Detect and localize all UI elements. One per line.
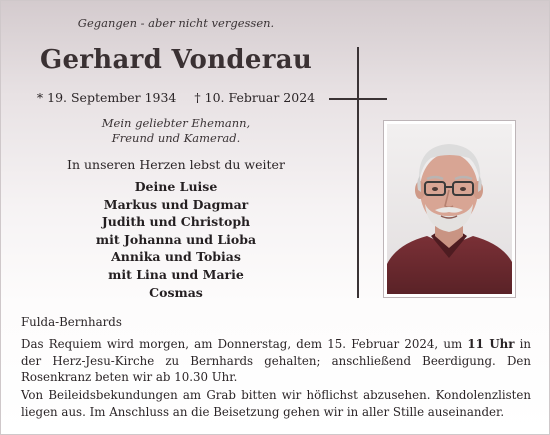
requiem-text-end: in der Herz-Jesu-Kirche zu Bernhards gehalten; anschließend Beerdigung. Den Rosenkranz beten wir ab 10.30 Uhr.	[21, 337, 531, 384]
cross-horizontal	[329, 98, 387, 100]
motto: Gegangen - aber nicht vergessen.	[77, 16, 275, 30]
mourner-line: Annika und Tobias	[111, 249, 241, 265]
mourner-line: Cosmas	[149, 284, 203, 300]
hearts-line: In unseren Herzen lebst du weiter	[67, 157, 285, 172]
portrait-illustration	[387, 124, 512, 294]
life-dates	[1, 90, 351, 105]
tribute	[1, 116, 351, 146]
mourner-line: mit Johanna und Lioba	[95, 231, 257, 247]
death-date: † 10. Februar 2024	[194, 90, 316, 105]
portrait-photo-frame	[383, 120, 516, 298]
condolences-text: Von Beileidsbekundungen am Grab bitten wir höflichst abzusehen. Kondolenzlisten liegen aus. Im Anschluss an die Beisetzung gehen wir in aller Stille auseinander.	[21, 388, 531, 419]
birth-date: * 19. September 1934	[36, 90, 177, 105]
mourner-line: Judith und Christoph	[101, 214, 251, 230]
requiem-time: 11 Uhr	[467, 337, 515, 351]
place: Fulda-Bernhards	[21, 315, 122, 329]
mourners-list	[1, 178, 351, 301]
portrait-photo	[387, 124, 512, 294]
tribute-line: Freund und Kamerad.	[111, 131, 241, 145]
tribute-line: Mein geliebter Ehemann,	[101, 116, 251, 130]
mourner-line: Markus und Dagmar	[103, 196, 249, 212]
mourner-line: mit Lina und Marie	[108, 266, 244, 282]
deceased-name: Gerhard Vonderau	[39, 45, 313, 75]
requiem-text	[21, 336, 531, 386]
mourner-line: Deine Luise	[134, 179, 218, 194]
requiem-text-start: Das Requiem wird morgen, am Donnerstag, dem 15. Februar 2024, um	[21, 337, 468, 351]
cross-vertical	[357, 47, 359, 298]
